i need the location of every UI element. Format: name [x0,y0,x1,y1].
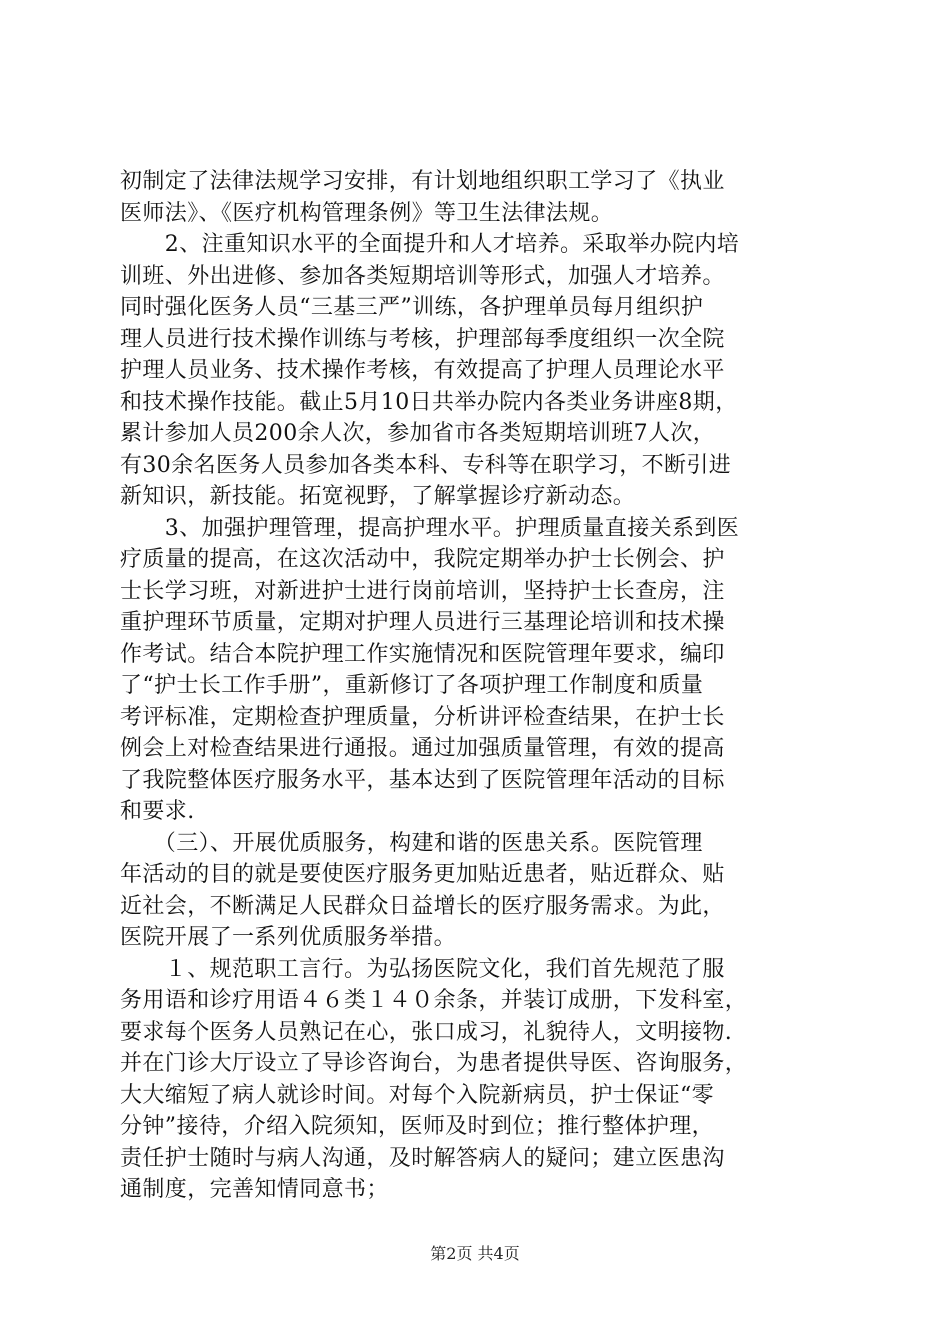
text-line: 和要求. [120,799,195,824]
text-line: 2、注重知识水平的全面提升和人才培养。采取举办院内培 [120,232,740,257]
text-line: 士长学习班，对新进护士进行岗前培训，坚持护士长查房，注 [120,578,725,604]
text-line: 要求每个医务人员熟记在心，张口成习，礼貌待人，文明接物. [120,1019,733,1045]
text-line: 务用语和诊疗用语４６类１４０余条，并装订成册，下发科室， [120,988,748,1013]
page-footer [0,1244,950,1264]
text-line: 并在门诊大厅设立了导诊咨询台，为患者提供导医、咨询服务， [120,1051,748,1076]
text-line: 累计参加人员200余人次，参加省市各类短期培训班7人次， [120,421,716,446]
text-line: 有30余名医务人员参加各类本科、专科等在职学习，不断引进 [120,452,732,478]
text-line: 护理人员业务、技术操作考核，有效提高了护理人员理论水平 [120,358,725,383]
text-line: 3、加强护理管理，提高护理水平。护理质量直接关系到医 [120,515,740,541]
text-line: 初制定了法律法规学习安排，有计划地组织职工学习了《执业 [120,169,725,194]
text-line: 新知识，新技能。拓宽视野，了解掌握诊疗新动态。 [120,484,636,509]
text-line: 理人员进行技术操作训练与考核，护理部每季度组织一次全院 [120,326,725,352]
text-line: 通制度，完善知情同意书； [120,1177,389,1202]
text-line: 和技术操作技能。截止5月10日共举办院内各类业务讲座8期， [120,389,738,415]
text-line: 近社会，不断满足人民群众日益增长的医疗服务需求。为此， [120,893,725,919]
text-line: 考评标准，定期检查护理质量，分析讲评检查结果，在护士长 [120,704,725,730]
page-number-label: 第2页 共4页 [430,1244,520,1263]
text-line: １、规范职工言行。为弘扬医院文化，我们首先规范了服 [120,956,725,982]
text-line: 医院开展了一系列优质服务举措。 [120,925,457,950]
body-text [120,166,836,1206]
text-line: （三）、开展优质服务，构建和谐的医患关系。医院管理 [120,830,703,856]
text-line: 重护理环节质量，定期对护理人员进行三基理论培训和技术操 [120,610,725,635]
text-line: 了我院整体医疗服务水平，基本达到了医院管理年活动的目标 [120,767,725,793]
text-line: 医师法》、《医疗机构管理条例》等卫生法律法规。 [120,200,614,226]
text-line: 疗质量的提高，在这次活动中，我院定期举办护士长例会、护 [120,547,725,572]
text-line: 训班、外出进修、参加各类短期培训等形式，加强人才培养。 [120,263,725,289]
text-line: 分钟”接待，介绍入院须知，医师及时到位；推行整体护理， [120,1114,715,1139]
text-line: 例会上对检查结果进行通报。通过加强质量管理，有效的提高 [120,736,725,761]
text-line: 同时强化医务人员“三基三严”训练，各护理单员每月组织护 [120,295,704,320]
text-line: 责任护士随时与病人沟通，及时解答病人的疑问；建立医患沟 [120,1145,725,1171]
text-line: 大大缩短了病人就诊时间。对每个入院新病员，护士保证“零 [120,1082,715,1108]
text-line: 作考试。结合本院护理工作实施情况和医院管理年要求，编印 [120,641,725,667]
text-line: 年活动的目的就是要使医疗服务更加贴近患者，贴近群众、贴 [120,862,725,887]
text-line: 了“护士长工作手册”，重新修订了各项护理工作制度和质量 [120,673,704,698]
